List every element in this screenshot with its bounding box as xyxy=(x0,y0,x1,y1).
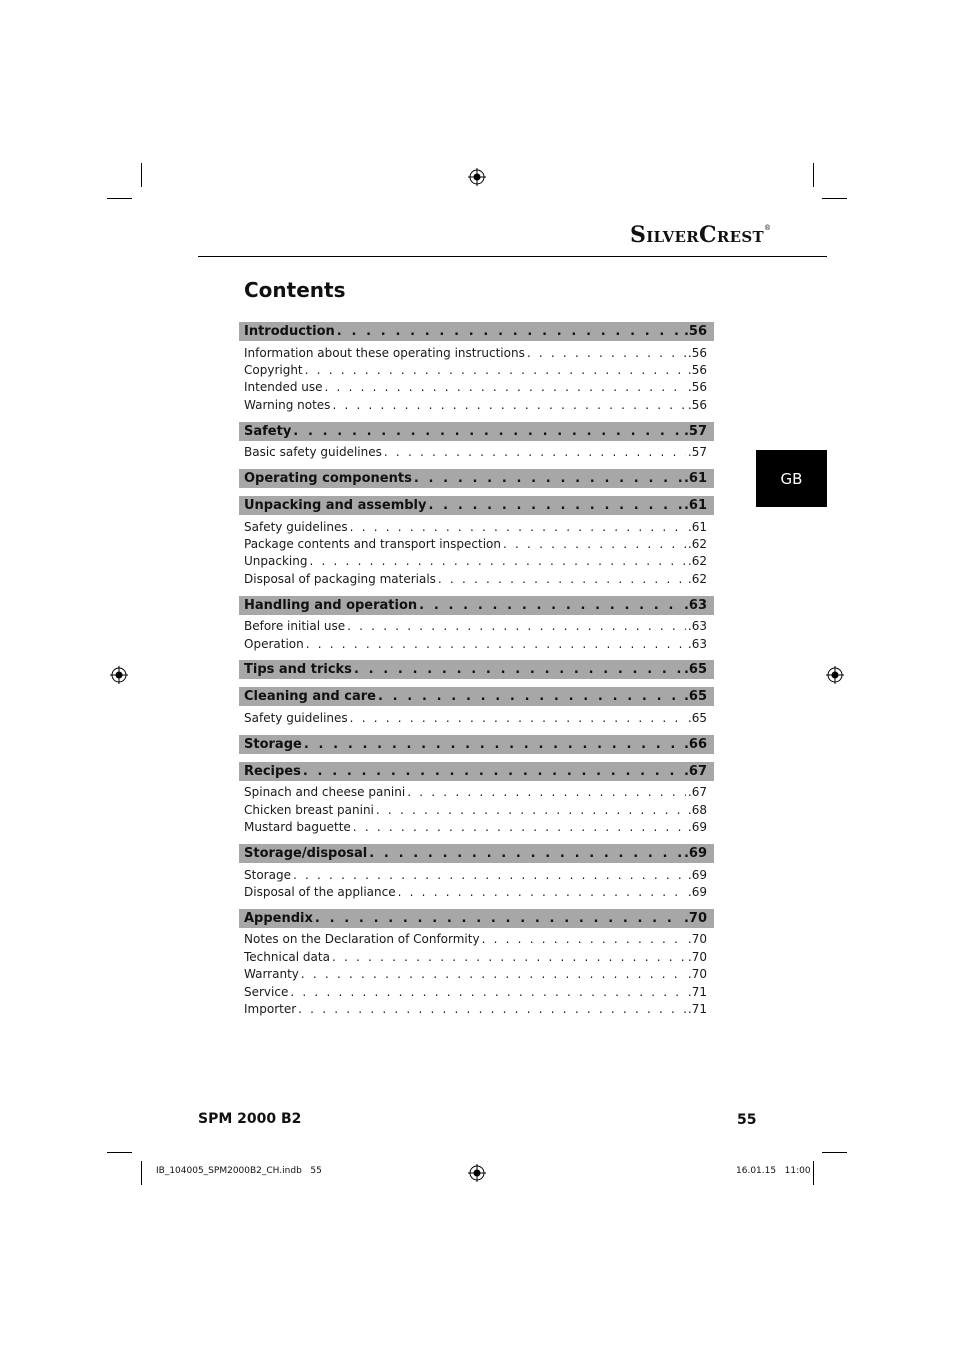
toc-section-page: .65 xyxy=(683,689,707,705)
leader-dots xyxy=(315,912,682,925)
leader-dots xyxy=(429,499,682,512)
toc-section-heading[interactable] xyxy=(239,844,714,863)
toc-entry-title: Copyright xyxy=(244,363,303,378)
header-rule xyxy=(198,256,827,257)
toc-section xyxy=(239,596,714,653)
toc-entry-title: Disposal of the appliance xyxy=(244,884,396,899)
toc-section xyxy=(239,909,714,1018)
toc-section-page: .57 xyxy=(683,423,707,439)
toc-section xyxy=(239,469,714,488)
toc-entry-page: .70 xyxy=(687,967,707,982)
toc-item-list xyxy=(239,441,714,461)
toc-entry-page: .69 xyxy=(687,867,707,882)
toc-section xyxy=(239,496,714,588)
crop-mark xyxy=(813,163,814,187)
toc-entry-title: Intended use xyxy=(244,380,323,395)
toc-section-heading[interactable] xyxy=(239,422,714,441)
leader-dots xyxy=(305,364,686,376)
toc-entry-title: Mustard baguette xyxy=(244,820,351,835)
toc-section-heading[interactable] xyxy=(239,469,714,488)
toc-entry[interactable] xyxy=(244,444,707,461)
toc-entry-title: Storage xyxy=(244,867,291,882)
toc-entry-page: .63 xyxy=(687,619,707,634)
registration-mark-icon xyxy=(826,666,844,684)
toc-entry[interactable] xyxy=(244,818,707,835)
toc-entry-page: .69 xyxy=(687,820,707,835)
toc-section-page: .63 xyxy=(683,597,707,613)
toc-entry-page: .69 xyxy=(687,884,707,899)
toc-section-heading[interactable] xyxy=(239,660,714,679)
toc-entry[interactable] xyxy=(244,931,707,948)
leader-dots xyxy=(290,986,686,998)
toc-entry-page: .56 xyxy=(687,363,707,378)
toc-section-page: .61 xyxy=(683,497,707,513)
leader-dots xyxy=(298,1003,686,1015)
toc-entry[interactable] xyxy=(244,396,707,413)
toc-item-list xyxy=(239,615,714,653)
leader-dots xyxy=(482,933,686,945)
toc-entry[interactable] xyxy=(244,618,707,635)
crop-mark xyxy=(822,198,847,199)
toc-item-list xyxy=(239,928,714,1018)
toc-item-list xyxy=(239,781,714,836)
toc-entry[interactable] xyxy=(244,518,707,535)
crop-mark xyxy=(141,1161,142,1185)
toc-section-title: Unpacking and assembly xyxy=(244,497,427,513)
crop-mark xyxy=(141,163,142,187)
leader-dots xyxy=(353,821,686,833)
toc-section-heading[interactable] xyxy=(239,762,714,781)
toc-entry[interactable] xyxy=(244,535,707,552)
brand-logo: SILVERCREST® xyxy=(630,222,772,248)
leader-dots xyxy=(293,425,682,438)
toc-entry-page: .62 xyxy=(687,537,707,552)
leader-dots xyxy=(376,804,686,816)
toc-entry-title: Warranty xyxy=(244,967,299,982)
toc-entry[interactable] xyxy=(244,344,707,361)
toc-section xyxy=(239,762,714,836)
toc-entry-title: Unpacking xyxy=(244,554,308,569)
toc-entry[interactable] xyxy=(244,948,707,965)
toc-entry-title: Importer xyxy=(244,1001,297,1016)
toc-section xyxy=(239,422,714,461)
toc-entry-title: Technical data xyxy=(244,949,330,964)
toc-section-heading[interactable] xyxy=(239,596,714,615)
toc-entry-page: .63 xyxy=(687,636,707,651)
page-number: 55 xyxy=(737,1112,757,1128)
toc-entry-title: Operation xyxy=(244,636,304,651)
leader-dots xyxy=(293,869,686,881)
model-name: SPM 2000 B2 xyxy=(198,1111,302,1127)
toc-entry[interactable] xyxy=(244,570,707,587)
crop-mark xyxy=(813,1161,814,1185)
leader-dots xyxy=(438,573,686,585)
crop-mark xyxy=(107,1152,132,1153)
toc-section-page: .65 xyxy=(683,662,707,678)
toc-entry-page: .67 xyxy=(687,785,707,800)
leader-dots xyxy=(301,968,686,980)
toc-section-title: Cleaning and care xyxy=(244,689,376,705)
toc-section-title: Handling and operation xyxy=(244,597,418,613)
toc-section xyxy=(239,687,714,726)
registration-mark-icon xyxy=(468,1164,486,1182)
registration-mark-icon xyxy=(468,168,486,186)
toc-section-title: Storage xyxy=(244,736,302,752)
toc-entry-page: .56 xyxy=(687,345,707,360)
toc-entry-title: Before initial use xyxy=(244,619,346,634)
leader-dots xyxy=(337,325,682,338)
toc-entry-title: Spinach and cheese panini xyxy=(244,785,406,800)
leader-dots xyxy=(398,886,686,898)
toc-entry-page: .71 xyxy=(687,1001,707,1016)
toc-section-title: Recipes xyxy=(244,763,301,779)
toc-item-list xyxy=(239,706,714,726)
toc-entry[interactable] xyxy=(244,965,707,982)
leader-dots xyxy=(332,951,686,963)
toc-entry-page: .70 xyxy=(687,949,707,964)
language-tab xyxy=(756,450,827,507)
leader-dots xyxy=(350,521,686,533)
toc-entry[interactable] xyxy=(244,361,707,378)
toc-section-heading[interactable] xyxy=(239,735,714,754)
page-title: Contents xyxy=(244,278,346,302)
toc-entry-page: .56 xyxy=(687,397,707,412)
leader-dots xyxy=(325,381,686,393)
leader-dots xyxy=(378,690,682,703)
leader-dots xyxy=(306,638,686,650)
leader-dots xyxy=(369,847,682,860)
toc-entry[interactable] xyxy=(244,784,707,801)
toc-entry[interactable] xyxy=(244,635,707,652)
leader-dots xyxy=(309,555,685,567)
toc-section-heading[interactable] xyxy=(239,687,714,706)
toc-entry-title: Package contents and transport inspection xyxy=(244,537,501,552)
crop-mark xyxy=(822,1152,847,1153)
leader-dots xyxy=(503,538,686,550)
leader-dots xyxy=(347,620,686,632)
toc-entry-title: Notes on the Declaration of Conformity xyxy=(244,932,480,947)
toc-entry-title: Chicken breast panini xyxy=(244,802,374,817)
toc-entry-page: .62 xyxy=(687,571,707,586)
crop-mark xyxy=(107,198,132,199)
toc-section-heading[interactable] xyxy=(239,496,714,515)
leader-dots xyxy=(350,712,686,724)
toc-item-list xyxy=(239,341,714,414)
toc-section-title: Safety xyxy=(244,423,292,439)
toc-section-title: Operating components xyxy=(244,470,412,486)
toc-section-page: .70 xyxy=(683,910,707,926)
toc-section-title: Appendix xyxy=(244,910,313,926)
toc-entry[interactable] xyxy=(244,1000,707,1017)
toc-section-page: .61 xyxy=(683,470,707,486)
toc-entry[interactable] xyxy=(244,553,707,570)
toc-entry-title: Safety guidelines xyxy=(244,519,348,534)
toc-item-list xyxy=(239,515,714,588)
toc-entry[interactable] xyxy=(244,883,707,900)
toc-section-page: .66 xyxy=(683,736,707,752)
toc-section xyxy=(239,735,714,754)
toc-section xyxy=(239,660,714,679)
toc-entry[interactable] xyxy=(244,983,707,1000)
toc-section-page: .56 xyxy=(683,324,707,339)
toc-entry-page: .65 xyxy=(687,710,707,725)
toc-entry-page: .61 xyxy=(687,519,707,534)
toc-section-title: Introduction xyxy=(244,324,335,339)
toc-section xyxy=(239,322,714,414)
toc-entry[interactable] xyxy=(244,709,707,726)
toc-entry-page: .71 xyxy=(687,984,707,999)
print-slug-datetime: 16.01.15 11:00 xyxy=(736,1166,811,1176)
toc-section-page: .67 xyxy=(683,763,707,779)
leader-dots xyxy=(304,738,682,751)
toc-entry-page: .57 xyxy=(687,445,707,460)
toc-entry[interactable] xyxy=(244,801,707,818)
toc-item-list xyxy=(239,863,714,901)
toc-entry-title: Service xyxy=(244,984,289,999)
toc-entry-page: .70 xyxy=(687,932,707,947)
toc-entry-title: Safety guidelines xyxy=(244,710,348,725)
leader-dots xyxy=(354,663,682,676)
toc-section-page: .69 xyxy=(683,845,707,861)
toc-entry-title: Warning notes xyxy=(244,397,331,412)
toc-section-title: Storage/disposal xyxy=(244,845,368,861)
leader-dots xyxy=(527,347,686,359)
language-tab-label: GB xyxy=(780,469,803,488)
leader-dots xyxy=(419,599,682,612)
registration-mark-icon xyxy=(110,666,128,684)
leader-dots xyxy=(384,446,686,458)
leader-dots xyxy=(303,765,682,778)
leader-dots xyxy=(332,399,685,411)
toc-entry-page: .68 xyxy=(687,802,707,817)
leader-dots xyxy=(414,472,682,485)
toc-entry-title: Information about these operating instructions xyxy=(244,345,525,360)
toc-entry-page: .56 xyxy=(687,380,707,395)
table-of-contents xyxy=(239,322,714,1026)
leader-dots xyxy=(407,786,686,798)
print-slug-file: IB_104005_SPM2000B2_CH.indb 55 xyxy=(156,1166,322,1176)
toc-entry[interactable] xyxy=(244,379,707,396)
toc-section xyxy=(239,844,714,901)
toc-section-title: Tips and tricks xyxy=(244,662,352,678)
toc-entry-title: Basic safety guidelines xyxy=(244,445,382,460)
toc-section-heading[interactable] xyxy=(239,322,714,341)
toc-section-heading[interactable] xyxy=(239,909,714,928)
toc-entry[interactable] xyxy=(244,866,707,883)
toc-entry-page: .62 xyxy=(687,554,707,569)
toc-entry-title: Disposal of packaging materials xyxy=(244,571,436,586)
